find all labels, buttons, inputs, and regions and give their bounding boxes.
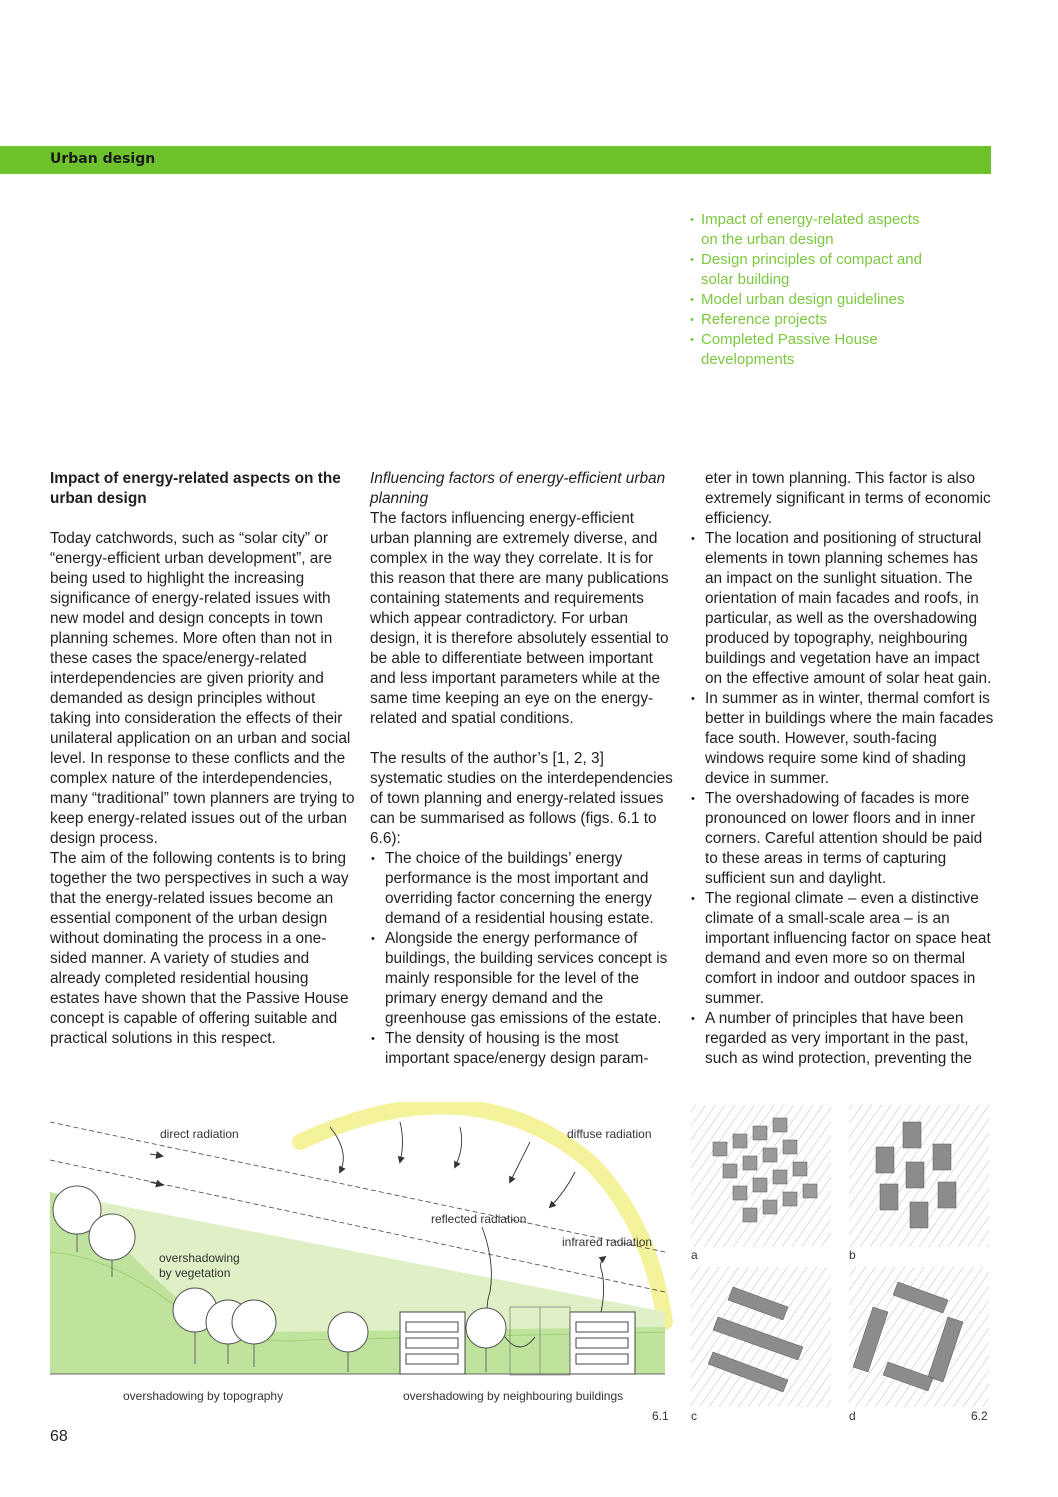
panel-label: d [849, 1409, 856, 1423]
body-paragraph: The results of the author’s [1, 2, 3] systematic studies on the interdependencies of town planning and energy-related issues can be summarised as follows (figs. 6.1 to 6.6): [370, 750, 673, 847]
layout-panel-b [849, 1105, 989, 1247]
text-column-1 [50, 469, 355, 1049]
panel-label: a [691, 1248, 698, 1262]
section-title: Urban design [50, 151, 156, 167]
bullet-list [370, 849, 675, 1069]
text-column-3 [690, 469, 995, 1069]
toc-item-line: Reference projects [701, 311, 827, 328]
chapter-contents-list [690, 210, 990, 370]
toc-item-line: Completed Passive House [701, 331, 878, 348]
toc-item-line: solar building [701, 271, 790, 288]
bullet-item: • A number of principles that have been regarded as very important in the past, such as wind protection, preventing the [690, 1009, 995, 1069]
label-neighbouring: overshadowing by neighbouring buildings [403, 1389, 624, 1403]
bullet-item: • The density of housing is the most important space/energy design param- [370, 1029, 675, 1069]
building-icon [400, 1312, 465, 1374]
section-header-band [0, 146, 991, 174]
page-number: 68 [50, 1428, 68, 1445]
radiation-diagram [50, 1102, 675, 1427]
label-direct: direct radiation [160, 1127, 239, 1141]
layout-panel-d [849, 1267, 989, 1407]
panel-label: c [691, 1409, 697, 1423]
body-paragraph: The aim of the following contents is to bring together the two perspectives in such a way that the energy-related issues become an essential component of the urban design without dominating the process in a one-sided manner. A variety of studies and already completed residential housing estates have shown that the Passive House concept is capable of offering suitable and practical solutions in this respect. [50, 850, 349, 1047]
bullet-item: • Alongside the energy performance of buildings, the building services concept is mainly responsible for the level of the primary energy demand and the greenhouse gas emissions of the estate. [370, 929, 675, 1029]
toc-item-line: Impact of energy-related aspects [701, 211, 920, 228]
label-diffuse: diffuse radiation [567, 1127, 652, 1141]
toc-item-line: Model urban design guidelines [701, 291, 905, 308]
label-infrared: infrared radiation [562, 1235, 653, 1249]
urban-layout-figure [688, 1102, 992, 1427]
toc-item [690, 330, 990, 370]
layout-panel-a [691, 1105, 831, 1247]
toc-item [690, 290, 990, 310]
label-topography: overshadowing by topography [123, 1389, 284, 1403]
bullet-item: • The overshadowing of facades is more pronounced on lower floors and in inner corners. Careful attention should be paid to these areas in terms of capturing sufficient sun and daylight. [690, 789, 995, 889]
article-heading: Impact of energy-related aspects on the urban design [50, 470, 341, 507]
body-paragraph: Today catchwords, such as “solar city” or “energy-efficient urban development”, are being used to highlight the increasing significance of energy-related issues with new model and design concepts in town planning schemes. More often than not in these cases the space/energy-related interdependencies are given priority and demanded as design principles without taking into consideration the effects of their unilateral application on an urban and social level. In response to these conflicts and the complex nature of the interdependencies, many “traditional” town planners are trying to keep energy-related issues out of the urban design process. [50, 530, 355, 847]
bullet-item: • The location and positioning of structural elements in town planning schemes has an impact on the sunlight situation. The orientation of main facades and roofs, in particular, as well as the overshadowing produced by topography, neighbouring buildings and vegetation have an impact on the effective amount of solar heat gain. [690, 529, 995, 689]
toc-item-line: developments [701, 351, 795, 368]
label-reflected: reflected radiation [431, 1212, 527, 1226]
toc-item-line: Design principles of compact and [701, 251, 922, 268]
subheading: Influencing factors of energy-efficient urban planning [370, 470, 666, 507]
building-icon [570, 1312, 635, 1374]
toc-item [690, 250, 990, 290]
panel-label: b [849, 1248, 856, 1262]
bullet-item: • In summer as in winter, thermal comfort is better in buildings where the main facades face south. However, south-facing windows require some kind of shading device in summer. [690, 689, 995, 789]
text-column-2 [370, 469, 675, 1069]
body-paragraph: eter in town planning. This factor is also extremely significant in terms of economic efficiency. [705, 470, 991, 527]
figure-number: 6.2 [971, 1409, 988, 1423]
bullet-list [690, 529, 995, 1069]
bullet-item: • The regional climate – even a distinctive climate of a small-scale area – is an important influencing factor on space heat demand and even more so on thermal comfort in indoor and outdoor spaces in summer. [690, 889, 995, 1009]
figure-number: 6.1 [652, 1409, 669, 1423]
bullet-item: • The choice of the buildings’ energy performance is the most important and overriding factor concerning the energy demand of a residential housing estate. [370, 849, 675, 929]
toc-item [690, 210, 990, 250]
label-vegetation: overshadowing [159, 1251, 240, 1265]
label-vegetation: by vegetation [159, 1266, 231, 1280]
body-paragraph: The factors influencing energy-efficient urban planning are extremely diverse, and complex in the way they correlate. It is for this reason that there are many publications containing statements and requirements which appear contradictory. For urban design, it is therefore absolutely essential to be able to differentiate between important and less important parameters while at the same time keeping an eye on the energy-related and spatial conditions. [370, 510, 669, 727]
layout-panel-c [691, 1267, 831, 1407]
toc-item-line: on the urban design [701, 231, 834, 248]
toc-item [690, 310, 990, 330]
